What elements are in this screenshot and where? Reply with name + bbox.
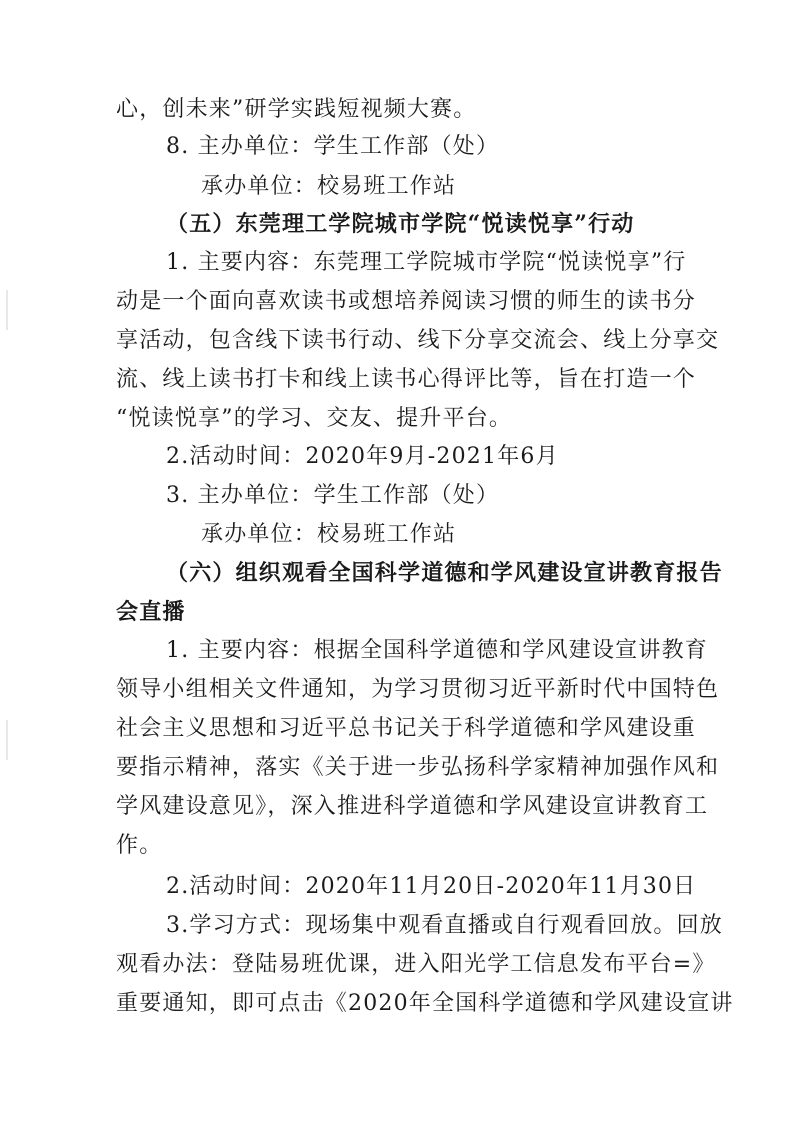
paragraph-line: 动是一个面向喜欢读书或想培养阅读习惯的师生的读书分	[116, 289, 697, 314]
paragraph-line: 作。	[116, 833, 163, 858]
paragraph-line: 学风建设意见》，深入推进科学道德和学风建设宣讲教育工	[116, 794, 709, 819]
paragraph-line: 1. 主要内容：根据全国科学道德和学风建设宣讲教育	[166, 638, 708, 663]
paragraph-line: 享活动，包含线下读书行动、线下分享交流会、线上分享交	[116, 328, 720, 353]
paragraph-line: 心，创未来”研学实践短视频大赛。	[116, 97, 477, 122]
section-heading-six-cont: 会直播	[116, 599, 186, 625]
paragraph-line: 重要通知，即可点击《2020年全国科学道德和学风建设宣讲	[116, 991, 734, 1016]
list-item-time: 2.活动时间：2020年11月20日-2020年11月30日	[166, 874, 697, 899]
paragraph-line: 1. 主要内容：东莞理工学院城市学院“悦读悦享”行	[166, 250, 687, 275]
list-item-co-organizer: 承办单位：校易班工作站	[201, 174, 457, 199]
list-item-co-organizer: 承办单位：校易班工作站	[201, 522, 457, 547]
scan-edge-mark	[6, 720, 8, 760]
list-item-time: 2.活动时间：2020年9月-2021年6月	[166, 444, 559, 469]
paragraph-line: 社会主义思想和习近平总书记关于科学道德和学风建设重	[116, 716, 697, 741]
paragraph-line: 领导小组相关文件通知，为学习贯彻习近平新时代中国特色	[116, 677, 720, 702]
paragraph-line: 流、线上读书打卡和线上读书心得评比等，旨在打造一个	[116, 367, 697, 392]
section-heading-six: （六）组织观看全国科学道德和学风建设宣讲教育报告	[166, 560, 723, 586]
paragraph-line: 观看办法：登陆易班优课，进入阳光学工信息发布平台=》	[116, 952, 716, 977]
paragraph-line: “悦读悦享”的学习、交友、提升平台。	[116, 406, 513, 431]
list-item-organizer: 3. 主办单位：学生工作部（处）	[166, 483, 500, 508]
scan-edge-mark	[6, 290, 8, 330]
paragraph-line: 3.学习方式：现场集中观看直播或自行观看回放。回放	[166, 913, 723, 938]
section-heading-five: （五）东莞理工学院城市学院“悦读悦享”行动	[166, 211, 635, 237]
list-item-organizer: 8. 主办单位：学生工作部（处）	[166, 134, 500, 159]
paragraph-line: 要指示精神，落实《关于进一步弘扬科学家精神加强作风和	[116, 755, 720, 780]
